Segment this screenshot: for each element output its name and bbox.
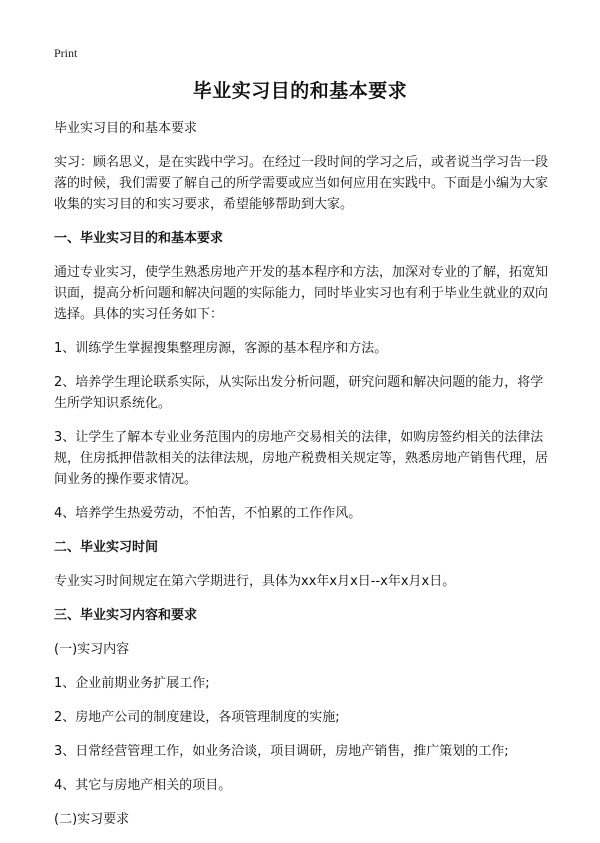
intro-paragraph: 实习：顾名思义，是在实践中学习。在经过一段时间的学习之后，或者说当学习告一段落的时候，我们需要了解自己的所学需要或应当如何应用在实践中。下面是小编为大家收集的实习目的和实习要求，希望能够帮助到大家。 [54, 155, 549, 212]
section3-subheading-2: (二)实习要求 [54, 812, 130, 827]
document-body [54, 118, 554, 843]
section3-item-2: 2、房地产公司的制度建设，各项管理制度的实施; [54, 710, 340, 725]
section-heading-3: 三、毕业实习内容和要求 [54, 608, 198, 623]
section3-subheading-1: (一)实习内容 [54, 642, 130, 657]
section-heading-2: 二、毕业实习时间 [54, 540, 159, 555]
page-title: 毕业实习目的和基本要求 [192, 80, 408, 102]
section1-item-1: 1、训练学生掌握搜集整理房源，客源的基本程序和方法。 [54, 341, 388, 356]
section3-item-4: 4、其它与房地产相关的项目。 [54, 778, 232, 793]
print-link[interactable]: Print [54, 46, 78, 60]
section2-body: 专业实习时间规定在第六学期进行，具体为xx年x月x日--x年x月x日。 [54, 574, 456, 589]
section1-item-4: 4、培养学生热爱劳动，不怕苦，不怕累的工作作风。 [54, 506, 362, 521]
section1-item-3: 3、让学生了解本专业业务范围内的房地产交易相关的法律，如购房签约相关的法律法规，住房抵押借款相关的法律法规，房地产税费相关规定等，熟悉房地产销售代理，居间业务的操作要求情况。 [54, 430, 549, 487]
section-heading-1: 一、毕业实习目的和基本要求 [54, 231, 224, 246]
section3-item-3: 3、日常经营管理工作，如业务洽谈，项目调研，房地产销售，推广策划的工作; [54, 744, 509, 759]
section1-item-2: 2、培养学生理论联系实际，从实际出发分析问题，研究问题和解决问题的能力，将学生所学知识系统化。 [54, 375, 544, 411]
section1-body: 通过专业实习，使学生熟悉房地产开发的基本程序和方法，加深对专业的了解，拓宽知识面，提高分析问题和解决问题的实际能力，同时毕业实习也有利于毕业生就业的双向选择。具体的实习任务如下： [54, 265, 549, 322]
document-subtitle: 毕业实习目的和基本要求 [54, 121, 198, 136]
section3-item-1: 1、企业前期业务扩展工作; [54, 676, 210, 691]
